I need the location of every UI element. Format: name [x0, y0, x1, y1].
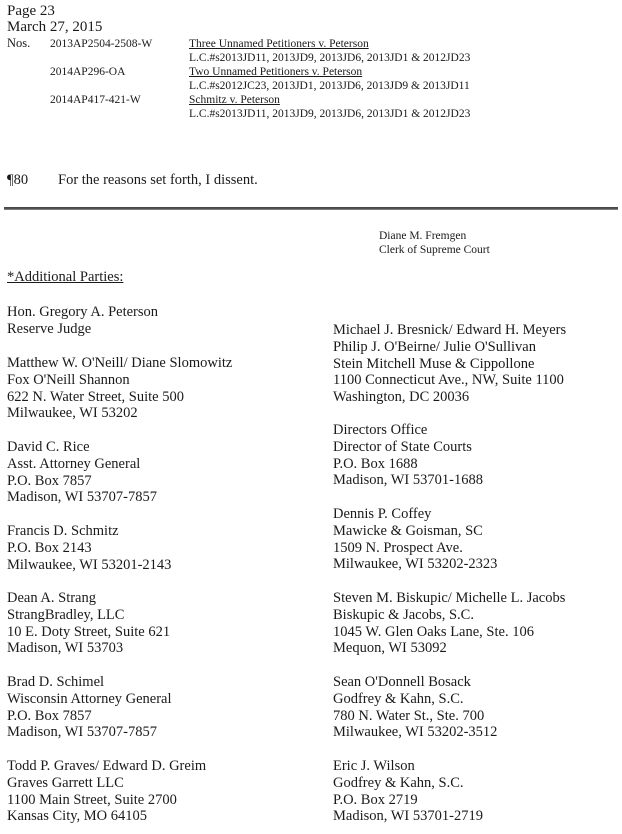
party-name: Matthew W. O'Neill/ Diane Slomowitz	[7, 355, 233, 371]
party-address-block	[7, 439, 157, 506]
party-address-block	[7, 590, 170, 657]
party-address-block	[7, 304, 158, 338]
party-address-block	[333, 322, 566, 406]
paragraph-number: ¶80	[7, 172, 29, 188]
party-address-line: Asst. Attorney General	[7, 455, 141, 472]
party-address-block	[333, 422, 483, 489]
party-name: Brad D. Schimel	[7, 674, 105, 690]
signature-name: Diane M. Fremgen	[379, 230, 467, 242]
party-address-line: Biskupic & Jacobs, S.C.	[333, 606, 474, 623]
party-address-line: Madison, WI 53701-1688	[333, 472, 483, 489]
party-address-line: 1100 Main Street, Suite 2700	[7, 791, 177, 808]
case-title: Schmitz v. Peterson	[189, 94, 280, 106]
party-address-block	[333, 506, 497, 573]
party-address-block	[333, 674, 497, 741]
case-title: Two Unnamed Petitioners v. Peterson	[189, 66, 363, 78]
party-address-line: Milwaukee, WI 53202-3512	[333, 724, 498, 741]
party-address-line: 1045 W. Glen Oaks Lane, Ste. 106	[333, 623, 534, 640]
party-address-line: P.O. Box 7857	[7, 707, 92, 724]
party-address-line: Godfrey & Kahn, S.C.	[333, 774, 464, 791]
party-address-line: P.O. Box 2719	[333, 791, 418, 808]
additional-parties-heading: *Additional Parties:	[7, 269, 124, 285]
party-name: David C. Rice	[7, 439, 90, 455]
party-address-line: Washington, DC 20036	[333, 389, 470, 406]
party-address-line: Milwaukee, WI 53202	[7, 405, 138, 422]
party-name: Sean O'Donnell Bosack	[333, 674, 471, 690]
party-address-line: Madison, WI 53707-7857	[7, 724, 157, 741]
section-divider	[4, 207, 618, 210]
case-lc-numbers: L.C.#s2012JC23, 2013JD1, 2013JD6, 2013JD9 & 2013JD11	[189, 80, 470, 92]
party-address-line: P.O. Box 1688	[333, 455, 418, 472]
party-address-line: StrangBradley, LLC	[7, 606, 125, 623]
case-number: 2014AP417-421-W	[50, 94, 141, 106]
party-address-line: 1100 Connecticut Ave., NW, Suite 1100	[333, 372, 564, 389]
party-address-line: Mawicke & Goisman, SC	[333, 522, 483, 539]
party-address-line: Director of State Courts	[333, 438, 472, 455]
party-name: Dean A. Strang	[7, 590, 96, 606]
party-name: Steven M. Biskupic/ Michelle L. Jacobs	[333, 590, 566, 606]
party-address-line: P.O. Box 7857	[7, 472, 92, 489]
party-address-line: Madison, WI 53701-2719	[333, 808, 483, 825]
party-address-line: Stein Mitchell Muse & Cippollone	[333, 355, 535, 372]
party-address-block	[333, 590, 565, 657]
party-address-line: Milwaukee, WI 53201-2143	[7, 556, 172, 573]
party-address-line: 1509 N. Prospect Ave.	[333, 539, 463, 556]
party-address-block	[333, 758, 483, 825]
party-address-block	[7, 523, 171, 573]
case-numbers-label: Nos.	[7, 36, 31, 50]
party-name: Michael J. Bresnick/ Edward H. Meyers	[333, 322, 567, 338]
case-number: 2014AP296-OA	[50, 66, 126, 78]
case-number: 2013AP2504-2508-W	[50, 38, 153, 50]
signature-title: Clerk of Supreme Court	[379, 244, 490, 256]
party-address-line: Kansas City, MO 64105	[7, 808, 148, 825]
party-address-line: 780 N. Water St., Ste. 700	[333, 707, 485, 724]
party-name: Dennis P. Coffey	[333, 506, 432, 522]
party-address-line: Godfrey & Kahn, S.C.	[333, 690, 464, 707]
party-address-line: P.O. Box 2143	[7, 539, 92, 556]
party-address-line: Wisconsin Attorney General	[7, 690, 172, 707]
party-address-block	[7, 355, 232, 422]
party-address-block	[7, 758, 206, 825]
party-address-line: Graves Garrett LLC	[7, 774, 124, 791]
party-address-line: 622 N. Water Street, Suite 500	[7, 388, 184, 405]
party-address-line: Milwaukee, WI 53202-2323	[333, 556, 498, 573]
party-address-line: 10 E. Doty Street, Suite 621	[7, 623, 171, 640]
party-address-line: Mequon, WI 53092	[333, 640, 447, 657]
page-number: Page 23	[7, 3, 55, 19]
party-address-line: Madison, WI 53703	[7, 640, 124, 657]
party-name: Hon. Gregory A. Peterson	[7, 304, 159, 320]
case-lc-numbers: L.C.#s2013JD11, 2013JD9, 2013JD6, 2013JD1 & 2012JD23	[189, 108, 471, 120]
case-lc-numbers: L.C.#s2013JD11, 2013JD9, 2013JD6, 2013JD1 & 2012JD23	[189, 52, 471, 64]
party-name: Todd P. Graves/ Edward D. Greim	[7, 758, 207, 774]
paragraph-text: For the reasons set forth, I dissent.	[58, 172, 258, 188]
party-address-line: Philip J. O'Beirne/ Julie O'Sullivan	[333, 338, 536, 355]
party-name: Francis D. Schmitz	[7, 523, 119, 539]
case-title: Three Unnamed Petitioners v. Peterson	[189, 38, 369, 50]
party-address-line: Madison, WI 53707-7857	[7, 489, 157, 506]
party-address-line: Fox O'Neill Shannon	[7, 371, 130, 388]
party-name: Directors Office	[333, 422, 428, 438]
party-address-line: Reserve Judge	[7, 320, 92, 337]
party-address-block	[7, 674, 172, 741]
party-name: Eric J. Wilson	[333, 758, 415, 774]
document-date: March 27, 2015	[7, 19, 103, 35]
